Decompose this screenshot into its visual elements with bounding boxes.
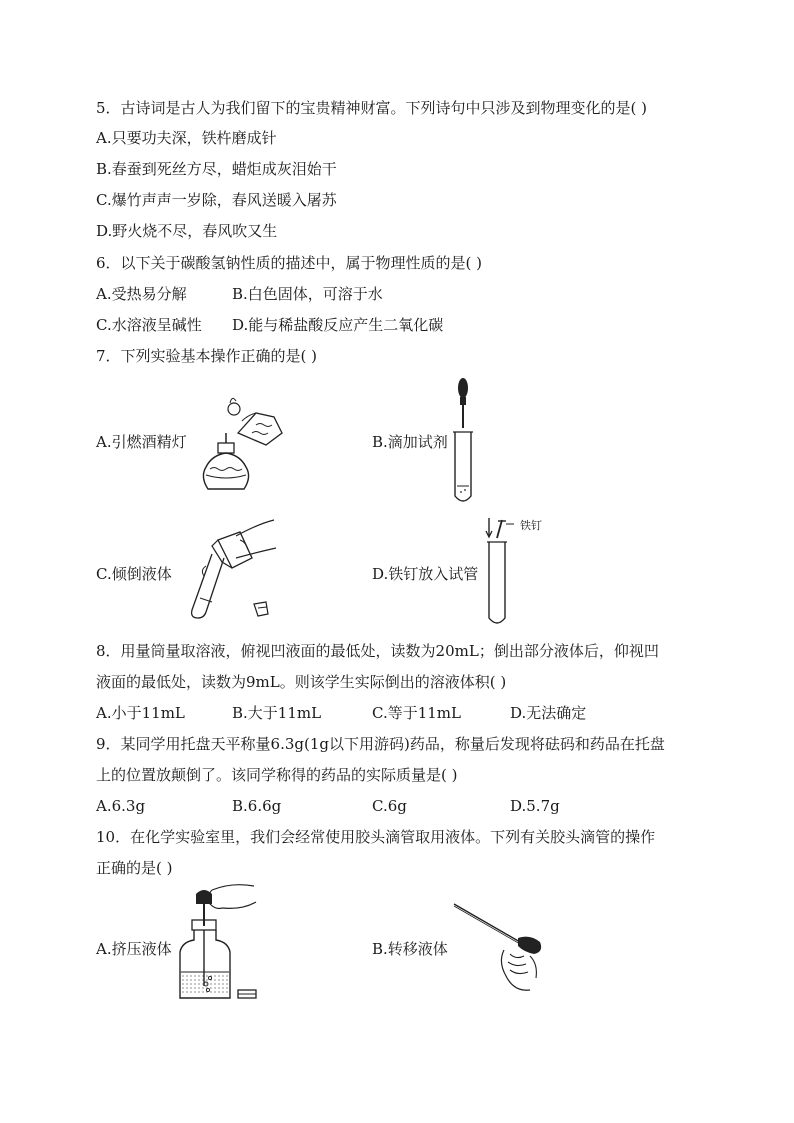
alcohol-lamp-lighting-illustration (196, 393, 288, 495)
q9-stem-line2: 上的位置放颠倒了。该同学称得的药品的实际质量是( ) (96, 766, 458, 784)
q6-option-c: C.水溶液呈碱性 (96, 316, 202, 334)
q7-option-c: C.倾倒液体 (96, 565, 172, 583)
q5-stem: 5．古诗词是古人为我们留下的宝贵精神财富。下列诗句中只涉及到物理变化的是( ) (96, 99, 648, 117)
q8-stem-line2: 液面的最低处，读数为9mL。则该学生实际倒出的溶液体积( ) (96, 673, 507, 691)
q8-option-d: D.无法确定 (510, 704, 587, 722)
q10-option-a: A.挤压液体 (96, 940, 172, 958)
nail-test-tube-illustration (484, 514, 524, 632)
q6-option-d: D.能与稀盐酸反应产生二氧化碳 (232, 316, 444, 334)
q8-option-c: C.等于11mL (372, 704, 461, 722)
q9-stem-line1: 9．某同学用托盘天平称量6.3g(1g以下用游码)药品，称量后发现将砝码和药品在托盘 (96, 735, 665, 753)
q10-stem-line2: 正确的是( ) (96, 859, 173, 877)
q5-option-c: C.爆竹声声一岁除，春风送暖入屠苏 (96, 191, 337, 209)
q10-option-b: B.转移液体 (372, 940, 448, 958)
q9-option-a: A.6.3g (96, 797, 146, 815)
q8-stem-line1: 8．用量筒量取溶液，俯视凹液面的最低处，读数为20mL；倒出部分液体后，仰视凹 (96, 642, 659, 660)
q6-option-b: B.白色固体，可溶于水 (232, 285, 383, 303)
transfer-dropper-illustration (450, 898, 550, 1002)
q7-option-b: B.滴加试剂 (372, 433, 448, 451)
q5-option-d: D.野火烧不尽，春风吹又生 (96, 222, 278, 240)
dropper-test-tube-illustration (448, 374, 478, 510)
nail-label: 铁钉 (520, 519, 542, 532)
q10-stem-line1: 10．在化学实验室里，我们会经常使用胶头滴管取用液体。下列有关胶头滴管的操作 (96, 828, 656, 846)
squeeze-dropper-bottle-illustration (172, 880, 282, 1008)
q5-option-b: B.春蚕到死丝方尽，蜡炬成灰泪始干 (96, 160, 337, 178)
q9-option-b: B.6.6g (232, 797, 282, 815)
pouring-liquid-illustration (178, 518, 280, 626)
q7-stem: 7．下列实验基本操作正确的是( ) (96, 347, 318, 365)
q5-option-a: A.只要功夫深，铁杵磨成针 (96, 129, 277, 147)
q8-option-a: A.小于11mL (96, 704, 185, 722)
q8-option-b: B.大于11mL (232, 704, 322, 722)
q6-option-a: A.受热易分解 (96, 285, 187, 303)
q9-option-d: D.5.7g (510, 797, 560, 815)
q6-stem: 6．以下关于碳酸氢钠性质的描述中，属于物理性质的是( ) (96, 254, 483, 272)
q9-option-c: C.6g (372, 797, 407, 815)
q7-option-d: D.铁钉放入试管 (372, 565, 479, 583)
q7-option-a: A.引燃酒精灯 (96, 433, 187, 451)
